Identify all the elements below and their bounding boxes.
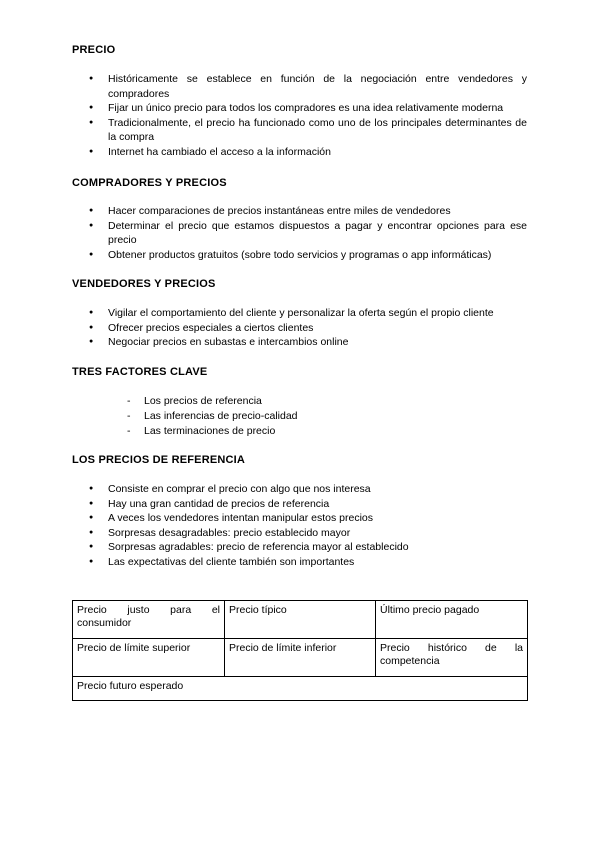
precio-list [72, 72, 527, 160]
list-item: ● Tradicionalmente, el precio ha funcionado como uno de los principales determinantes de la compra [72, 116, 527, 145]
table-row [73, 677, 528, 701]
list-item: ● Las expectativas del cliente también son importantes [72, 555, 527, 570]
list-item: - Las inferencias de precio-calidad [72, 409, 527, 424]
table-cell: Precio justo para el consumidor [73, 601, 225, 639]
table-cell: Último precio pagado [376, 601, 528, 639]
table-cell: Precio de límite superior [73, 639, 225, 677]
list-item: ● Consiste en comprar el precio con algo que nos interesa [72, 482, 527, 497]
reference-prices-table [72, 600, 528, 701]
vendedores-list [72, 306, 527, 350]
list-item: - Los precios de referencia [72, 394, 527, 409]
factores-list [72, 394, 527, 439]
section-heading-precio: PRECIO [72, 44, 116, 56]
table-cell: Precio histórico de la competencia [376, 639, 528, 677]
list-item: ● Vigilar el comportamiento del cliente y personalizar la oferta según el propio cliente [72, 306, 527, 321]
list-item: ● Sorpresas agradables: precio de referencia mayor al establecido [72, 540, 527, 555]
list-item: ● Obtener productos gratuitos (sobre todo servicios y programas o app informáticas) [72, 248, 527, 263]
list-item: - Las terminaciones de precio [72, 424, 527, 439]
list-item: ● Fijar un único precio para todos los compradores es una idea relativamente moderna [72, 101, 527, 116]
table-row [73, 639, 528, 677]
section-heading-vendedores: VENDEDORES Y PRECIOS [72, 278, 216, 290]
compradores-list [72, 204, 527, 262]
list-item: ● Sorpresas desagradables: precio establecido mayor [72, 526, 527, 541]
list-item: ● Hacer comparaciones de precios instantáneas entre miles de vendedores [72, 204, 527, 219]
section-heading-factores: TRES FACTORES CLAVE [72, 366, 208, 378]
section-heading-referencia: LOS PRECIOS DE REFERENCIA [72, 454, 246, 466]
list-item: ● Determinar el precio que estamos dispuestos a pagar y encontrar opciones para ese precio [72, 219, 527, 248]
list-item: ● A veces los vendedores intentan manipular estos precios [72, 511, 527, 526]
table-row [73, 601, 528, 639]
list-item: ● Históricamente se establece en función de la negociación entre vendedores y compradores [72, 72, 527, 101]
table-cell: Precio de límite inferior [225, 639, 376, 677]
table-cell: Precio futuro esperado [73, 677, 528, 701]
list-item: ● Ofrecer precios especiales a ciertos clientes [72, 321, 527, 336]
list-item: ● Hay una gran cantidad de precios de referencia [72, 497, 527, 512]
table-cell: Precio típico [225, 601, 376, 639]
list-item: ● Negociar precios en subastas e intercambios online [72, 335, 527, 350]
list-item: ● Internet ha cambiado el acceso a la información [72, 145, 527, 160]
referencia-list [72, 482, 527, 570]
section-heading-compradores: COMPRADORES Y PRECIOS [72, 177, 227, 189]
